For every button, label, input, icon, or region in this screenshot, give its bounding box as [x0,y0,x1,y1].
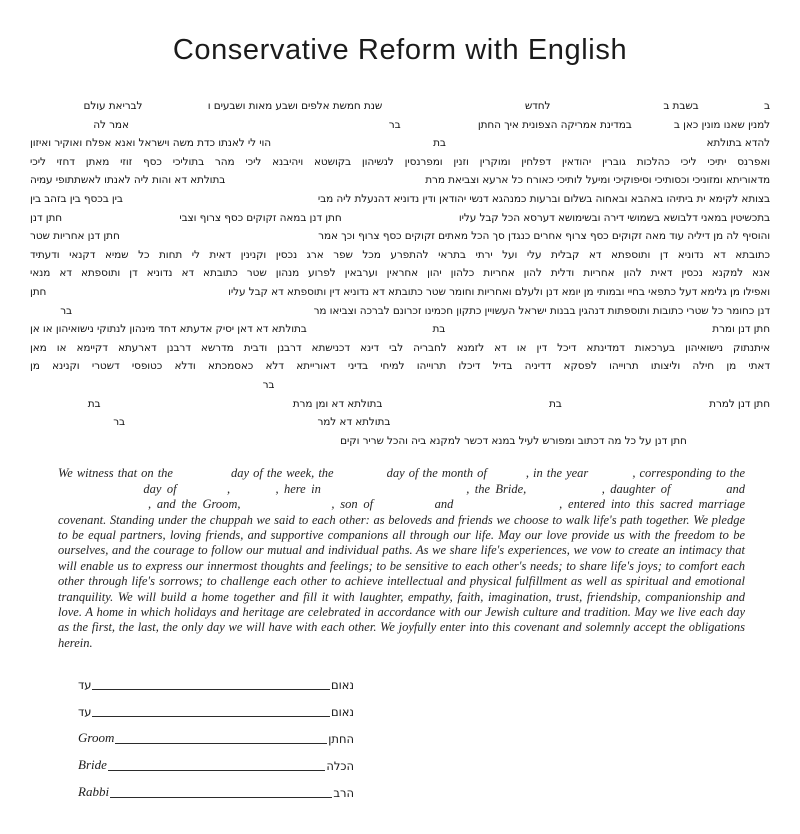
hebrew-text-segment: הוי לי לאנתו כדת משה וישראל ואנא אפלח ואוקיר ואיזון [30,137,272,150]
hebrew-line [30,97,770,116]
hebrew-line [30,264,770,283]
english-text-segment: , in the year [525,466,593,481]
hebrew-text-segment: חתן דנן [30,211,63,224]
hebrew-text-segment: ב [764,100,770,112]
hebrew-text-segment: איתנתוק נישואיהון בערכאות דמדינתא דיכל דין או דא לזמנא לחבריה לבי דינא דכנישתא דרבנן ודבית מדרשא דרבנן דארעתא דקיימא או מאן [30,341,770,354]
fill-in-blank-gap [532,492,602,493]
hebrew-line [30,320,770,339]
signature-row [78,746,354,773]
english-text-segment: , corresponding to the [632,466,745,481]
hebrew-line [30,376,770,395]
signature-label-left: Rabbi [78,784,110,800]
signature-row [78,692,354,719]
english-text-segment: and [428,497,460,512]
hebrew-line [30,209,770,228]
hebrew-text-segment: חתן דנן אחריות שטר [30,230,120,243]
english-text-segment: , and the Groom, [148,497,247,512]
hebrew-text-segment: כתובתא דא נדוניא דן ותוספתא דא קבלית עלי ועל ירתי בתראי להתפרע מכל שפר ארג נכסין וקנינין דאית לי תחות כל שמיא דקנאי ודעתיד [30,248,770,261]
fill-in-blank-gap [491,476,526,477]
hebrew-text-segment: לבריאת עולם [83,100,143,112]
fill-in-blank-gap [58,492,138,493]
hebrew-text-segment: חתן דנן במאה זקוקים כסף צרוף וצבי [179,211,342,224]
fill-in-blank-gap [246,507,331,508]
hebrew-text-segment: להדא בתולתא [706,137,770,150]
english-text-segment: day of [138,481,182,496]
hebrew-text-segment: לחדש [524,100,551,112]
hebrew-text-segment: במדינת אמריקה הצפונית איך החתן [477,118,632,131]
hebrew-line [30,227,770,246]
hebrew-text-segment: דנן כחומר כל שטרי כתובות ותוספתות דנהגין בבנות ישראל העשויין כתקון חכמינו זכרונם לברכה וצביאו מר [313,304,770,317]
signature-row [78,719,354,746]
signature-line [108,769,325,771]
hebrew-text-segment: בתכשיטין במאני דלבושא בשמושי דירה ובשימושא דערסא הכל קבל עליו [458,211,770,224]
fill-in-blank-gap [338,476,383,477]
hebrew-line [30,283,770,302]
hebrew-line [30,171,770,190]
hebrew-text-segment: חתן דנן למרת [709,397,770,410]
hebrew-text-segment: בר [262,378,275,391]
hebrew-text-segment: אנא למקנא נכסין דאית להון אחריות ודלית להון אחריות כלהון יהון אחראין וערבאין לפרוע מנהון שטר כתובתא דא נדוניא דן ותוספתא דא מנאי [30,267,770,280]
hebrew-text-segment: בת [433,137,446,150]
fill-in-blank-gap [459,507,559,508]
english-text-segment: day of the month of [382,466,491,481]
hebrew-text-segment: חתן דנן ומרת [712,323,770,336]
english-text-segment: , daughter of [601,481,676,496]
hebrew-text-segment: חתן דנן על כל מה דכתוב ומפורש לעיל במנא דכשר למקנא ביה והכל שריר וקים [340,434,687,447]
hebrew-text-segment: בצותא לקימא ית ביתיהו באהבא ובאחוה בשלום וברעות כמנהגא דנשי יהודאן ודין נדוניא דהנעלת ליה מבי [317,192,770,205]
signature-label-right: הרב [333,786,354,801]
signature-label-left: עד [78,705,92,720]
hebrew-text-segment: בתולתא דא למר [317,416,391,429]
signature-line [92,688,329,690]
hebrew-text-segment: חתן [30,285,47,298]
fill-in-blank-gap [592,476,632,477]
fill-in-blank-gap [326,492,466,493]
document-title: Conservative Reform with English [172,34,628,66]
hebrew-line [30,413,770,432]
signature-label-right: נאום [330,705,354,720]
fill-in-blank-gap [177,476,227,477]
signature-label-left: Groom [78,730,115,746]
hebrew-text-segment: אמר לה [93,118,129,131]
english-text-segment: , son of [331,497,379,512]
ketubah-document-page [0,34,800,834]
signature-label-right: נאום [330,678,354,693]
hebrew-line [30,246,770,265]
hebrew-text-segment: ואפרנס יתיכי ליכי כהלכות גוברין יהודאין דפלחין ומוקרין וזנין ומפרנסין לנשיהון בקושטא ויהיבנא ליכי מהר בתוליכי כסף זוזי מאתן דחזי ליכי [30,155,770,168]
hebrew-line [30,395,770,414]
hebrew-text-segment: בין בכסף בין בזהב בין [30,192,123,205]
hebrew-text-segment: בר [388,118,401,131]
hebrew-line [30,134,770,153]
hebrew-line [30,153,770,172]
hebrew-text-segment: בר [113,416,126,429]
signature-label-left: Bride [78,757,107,773]
signature-section [78,665,354,800]
hebrew-text-segment: דאתי מן חילה וליצותו תרוייהו לפסקא דדיניה בדיל דיכלו תרוייהו למיחי בדיני דאורייתא דלא כאסמכתא ודלא כטופסי דשטרי וקנינא מן [30,360,770,373]
fill-in-blank-gap [58,507,148,508]
hebrew-text-segment: בתולתא דא ומן מרת [292,397,383,410]
fill-in-blank-gap [235,492,275,493]
signature-label-right: הכלה [326,759,354,774]
hebrew-text-segment: בתולתא דא והות ליה לאנתו לאשתתופי עמיה [30,174,226,187]
hebrew-line [30,432,770,451]
hebrew-line [30,357,770,376]
hebrew-line [30,302,770,321]
signature-line [92,715,329,717]
hebrew-text-segment: בתולתא דא דאן יסיק אדעתא דחד מינהון לנתוקי נישואיהון או אן [30,323,307,336]
signature-row [78,773,354,800]
signature-line [115,742,327,744]
hebrew-text-segment: מדאוריתא ומזוניכי וכסותיכי וסיפוקיכי ומיעל לותיכי כאורח כל ארעא וצביאת מרת [425,174,770,187]
english-text-segment: We witness that on the [58,466,178,481]
signature-label-left: עד [78,678,92,693]
english-covenant-text [58,466,745,651]
hebrew-text-segment: ואפילו מן גלימא דעל כתפאי בחיי ובמותי מן יומא דנן ולעלם ואחריות וחומר שטר כתובתא דא נדוניא דין ותוספתא דא קבל עליו [228,285,770,298]
english-text-segment: , [226,481,236,496]
english-text-segment: , here in [275,481,327,496]
hebrew-text-section [30,97,770,450]
signature-line [110,796,332,798]
signature-row [78,665,354,692]
hebrew-text-segment: בת [87,397,101,410]
hebrew-line [30,190,770,209]
hebrew-text-segment: שנת חמשת אלפים ושבע מאות ושבעים ו [207,100,383,112]
english-text-segment: , entered into this sacred marriage covenant. Standing under the chuppah we said to each other: as beloveds and friends we choose to walk life's path together. We pledge to be equal partners, loving friends, and supportive companions all through our life. May our love provide us with the freedom to be ourselves, and the courage to follow our mutual and individual paths. As we share life's experiences, we vow to create an intimacy that will enable us to express our innermost thoughts and feelings; to be sensitive to each other's needs; to share life's joys; to comfort each other through life's sorrows; to challenge each other to achieve intellectual and physical fulfillment as well as spiritual and emotional tranquility. We will build a home together and fill it with laughter, empathy, faith, imagination, trust, friendship, companionship and love. A home in which holidays and heritage are celebrated in accordance with our Jewish culture and tradition. May we live each day as the first, the last, the only day we will have with each other. We joyfully enter into this covenant and solemnly accept the obligations herein. [58,497,746,650]
fill-in-blank-gap [676,492,721,493]
hebrew-text-segment: בר [60,304,73,317]
hebrew-text-segment: בת [548,397,562,410]
english-text-segment: and [720,481,745,496]
hebrew-line [30,339,770,358]
hebrew-text-segment: למנין שאנו מונין כאן ב [673,118,770,131]
hebrew-line [30,116,770,135]
hebrew-text-segment: והוסיף לה מן דיליה עוד מאה זקוקים כסף צרוף אחרים כנגדן סך הכל מאתים זקוקים כסף צרוף וכך אמר [318,230,770,243]
english-text-segment: day of the week, the [227,466,338,481]
signature-label-right: החתן [328,732,354,747]
english-text-segment: , the Bride, [466,481,532,496]
fill-in-blank-gap [182,492,227,493]
hebrew-text-segment: בת [432,323,446,336]
hebrew-text-segment: בשבת ב [663,100,699,112]
fill-in-blank-gap [379,507,429,508]
